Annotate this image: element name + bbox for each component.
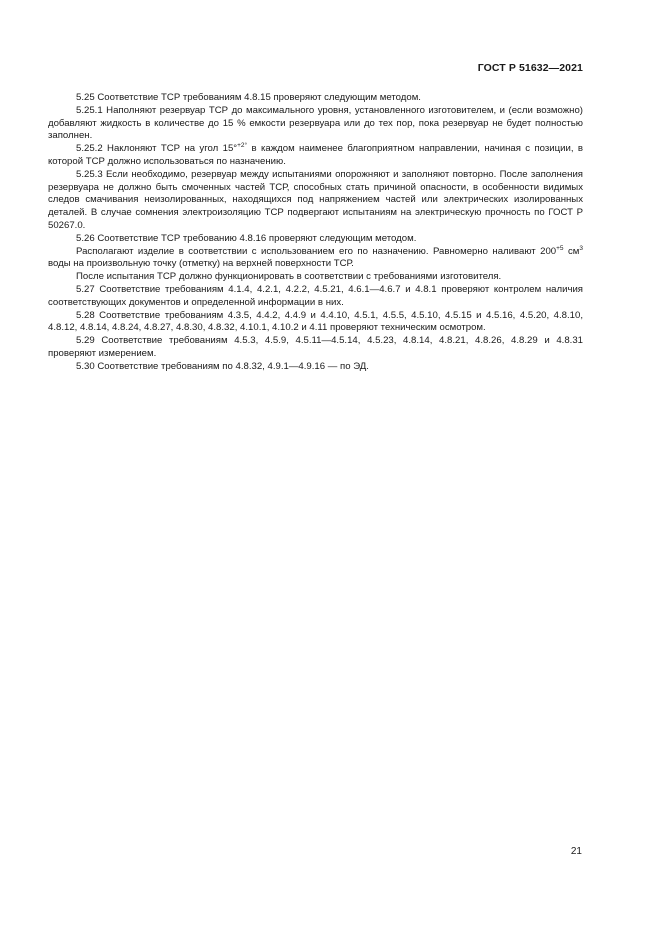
paragraph-text: воды на произвольную точку (отметку) на верхней поверхности ТСР. bbox=[48, 258, 354, 270]
paragraph-5-27: 5.27 Соответствие требованиям 4.1.4, 4.2.1, 4.2.2, 4.5.21, 4.6.1—4.6.7 и 4.8.1 проверяют контролем наличия соответствующих документов и определенной информации в них. bbox=[48, 283, 583, 308]
paragraph-5-28: 5.28 Соответствие требованиям 4.3.5, 4.4.2, 4.4.9 и 4.4.10, 4.5.1, 4.5.5, 4.5.10, 4.5.15 и 4.5.16, 4.5.20, 4.8.10, 4.8.12, 4.8.14, 4.8.24, 4.8.27, 4.8.30, 4.8.32, 4.10.1, 4.10.2 и 4.11 проверяют техническим осмотром. bbox=[48, 309, 583, 334]
volume-tolerance-superscript: +5 bbox=[556, 244, 564, 252]
paragraph-text: Располагают изделие в соответствии с использованием его по назначению. Равномерно наливают 200 bbox=[76, 245, 557, 257]
angle-tolerance-superscript: +2° bbox=[237, 142, 248, 150]
paragraph-5-26-method bbox=[48, 246, 583, 272]
cubic-superscript: 3 bbox=[579, 244, 583, 252]
paragraph-5-29: 5.29 Соответствие требованиям 4.5.3, 4.5.9, 4.5.11—4.5.14, 4.5.23, 4.8.14, 4.8.21, 4.8.26, 4.8.29 и 4.8.31 проверяют измерением. bbox=[48, 335, 583, 359]
paragraph-text: 5.25.2 Наклоняют ТСР на угол 15° bbox=[76, 143, 238, 155]
paragraph-text: см bbox=[563, 245, 580, 257]
document-body bbox=[48, 92, 583, 374]
paragraph-5-26: 5.26 Соответствие ТСР требованию 4.8.16 проверяют следующим методом. bbox=[76, 232, 417, 244]
page-number: 21 bbox=[570, 846, 582, 857]
paragraph-5-25: 5.25 Соответствие ТСР требованиям 4.8.15 проверяют следующим методом. bbox=[76, 92, 421, 103]
paragraph-text: в каждом наименее благоприятном направлении, начиная с позиции, в которой ТСР должно использоваться по назначению. bbox=[48, 143, 583, 167]
paragraph-5-30: 5.30 Соответствие требованиям по 4.8.32, 4.9.1—4.9.16 — по ЭД. bbox=[76, 360, 369, 372]
document-code: ГОСТ Р 51632—2021 bbox=[477, 62, 583, 74]
paragraph-5-25-3: 5.25.3 Если необходимо, резервуар между испытаниями опорожняют и заполняют повторно. После заполнения резервуара не должно быть смоченных частей ТСР, способных стать причиной опасности, в особенности видимых следов смачивания неизолированных, находящихся под напряжением частей или электрических изолированных деталей. В случае сомнения электроизоляцию ТСР подвергают испытаниям на электрическую прочность по ГОСТ Р 50267.0. bbox=[48, 168, 583, 231]
paragraph-5-25-1: 5.25.1 Наполняют резервуар ТСР до максимального уровня, установленного изготовителем, и (если возможно) добавляют жидкость в количестве до 15 % емкости резервуара или до тех пор, пока резервуар не будет полностью заполнен. bbox=[48, 104, 583, 142]
paragraph-5-25-2 bbox=[48, 143, 583, 169]
paragraph-5-26-after-test: После испытания ТСР должно функционировать в соответствии с требованиями изготовителя. bbox=[76, 271, 502, 283]
